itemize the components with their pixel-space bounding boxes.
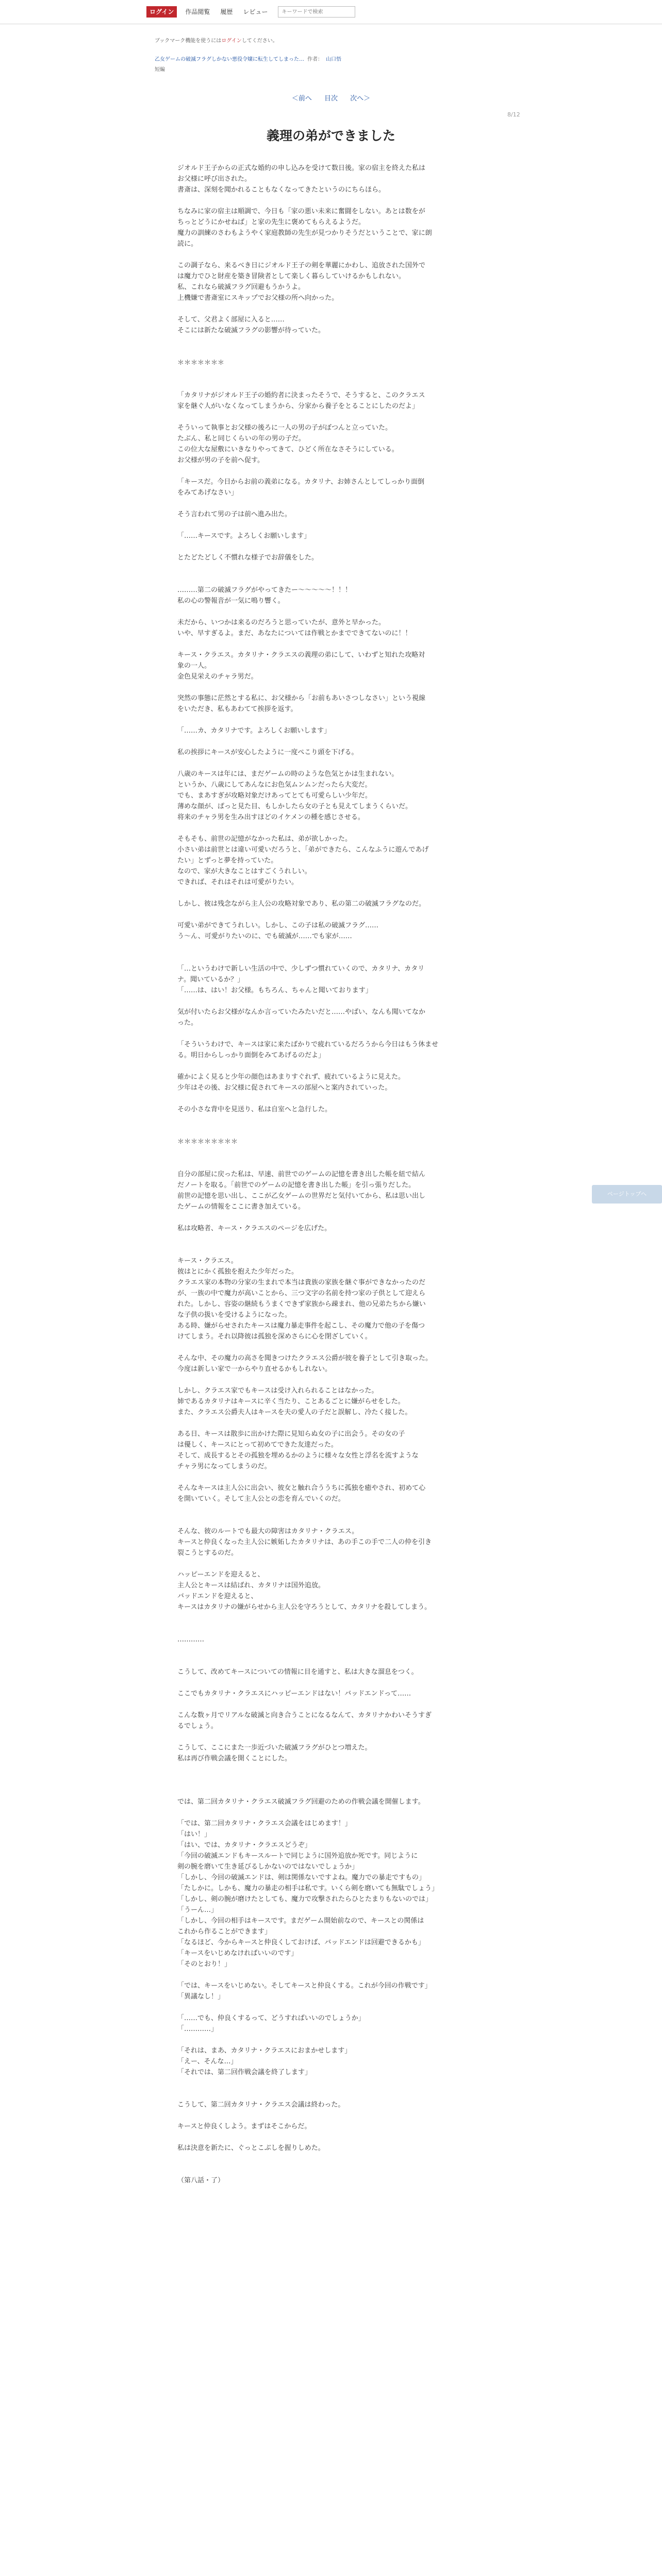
body-line: 今度は新しい家で一からやり直せるかもしれない。 [177, 1365, 332, 1373]
series-title-link[interactable]: 乙女ゲームの破滅フラグしかない悪役令嬢に転生してしまった… [155, 57, 304, 62]
body-line: 突然の事態に茫然とする私に、お父様から「お前もあいさつしなさい」という視線 [177, 694, 426, 702]
body-line: 「そういうわけで、キースは家に来たばかりで疲れているだろうから今日はもう休ませ [177, 1041, 439, 1048]
body-line: （第八話・了） [177, 2177, 225, 2184]
body-line [177, 1342, 497, 1353]
body-line [177, 1245, 497, 1256]
body-line: 読に。 [177, 240, 198, 248]
prev-chapter-link[interactable]: ＜前へ [291, 95, 312, 103]
body-line: 可愛い弟ができてうれしい。しかし、この子は私の破滅フラグ…… [177, 922, 379, 929]
body-line: 私は決意を新たに、ぐっとこぶしを握りしめた。 [177, 2144, 325, 2152]
body-line: そこには新たな破滅フラグの影響が待っていた。 [177, 327, 325, 334]
body-line [177, 606, 497, 617]
body-line [177, 1699, 497, 1710]
body-line [177, 2132, 497, 2143]
body-line: ここでもカタリナ・クラエスにハッピーエンドはない！バッドエンドって…… [177, 1690, 411, 1698]
body-line: 「しかし、今回の相手はキースです。まだゲーム開始前なので、キースとの関係は [177, 1917, 424, 1925]
body-line: 裂こうとするのだ。 [177, 1549, 238, 1557]
body-line: しかし、彼は残念ながら主人公の攻略対象であり、私の第二の破滅フラグなのだ。 [177, 900, 426, 908]
series-info [155, 55, 341, 62]
body-line: 主人公とキースは結ばれ、カタリナは国外追放。 [177, 1582, 325, 1589]
body-line [177, 574, 497, 585]
author-link[interactable]: 山口悟 [326, 57, 341, 62]
body-line [177, 541, 497, 552]
body-line: 家を継ぐ人がいなくなってしまうから、分家から養子をとることにしたのだよ」 [177, 402, 419, 410]
table-of-contents-link[interactable]: 目次 [324, 95, 338, 103]
body-line [177, 368, 497, 379]
body-line: 「では、第二回カタリナ・クラエス会議をはじめます！」 [177, 1820, 352, 1827]
body-line: 「なるほど、今からキースと仲良くしておけば、バッドエンドは回避できるかも」 [177, 1939, 425, 1946]
body-line [177, 1558, 497, 1569]
body-line: を開いていく。そして主人公との恋を育んでいくのだ。 [177, 1495, 345, 1503]
body-line: できれば、それはそれは可愛がりたい。 [177, 878, 299, 886]
body-line: 薄めな顔が、ぱっと見た目、もしかしたら女の子とも見えてしまうくらいだ。 [177, 803, 412, 810]
body-line [177, 1147, 497, 1158]
body-line: が、一族の中で魔力が高いことから、三つ文字の名前を持つ家の子供として迎えら [177, 1290, 426, 1297]
body-line: 金色見栄えのチャラ男だ。 [177, 673, 258, 681]
body-line: 「キースをいじめなければいいのです」 [177, 1950, 298, 1957]
body-line: けてしまう。それ以降彼は孤独を深めさらに心を閉ざしていく。 [177, 1333, 372, 1341]
body-line: 私、これなら破滅フラグ回避もうかうよ。 [177, 283, 305, 291]
body-line: 私の挨拶にキースが安心したように一度ぺこり頭を下げる。 [177, 749, 358, 756]
body-line: キース・クラエス。 [177, 1257, 238, 1265]
nav-history-link[interactable]: 履歴 [220, 8, 233, 15]
top-navigation-bar [0, 0, 662, 24]
nav-browse-link[interactable]: 作品閲覧 [185, 8, 210, 15]
body-line: 「たしかに。しかも、魔力の暴走の相手は私です。いくら剣を磨いても無駄でしょう」 [177, 1885, 438, 1892]
body-line [177, 1732, 497, 1742]
body-line [177, 412, 497, 422]
body-line: 彼はとにかく孤独を抱えた少年だった。 [177, 1268, 299, 1276]
body-line [177, 1093, 497, 1104]
body-line: ナ。聞いているか？」 [177, 976, 244, 984]
body-line: そう言われて男の子は前へ進み出た。 [177, 511, 292, 518]
body-line: そんなキースは主人公に出会い、彼女と触れ合ううちに孤独を癒やされ、初めて心 [177, 1484, 426, 1492]
body-line: 小さい弟は前世とは違い可愛いだろうと、「弟ができたら、こんなふうに遊んであげ [177, 846, 429, 854]
body-line: 「キースだ。今日からお前の義弟になる。カタリナ、お姉さんとしてしっかり面倒 [177, 478, 425, 486]
body-line: 私は再び作戦会議を開くことにした。 [177, 1755, 292, 1762]
body-line: しかし、クラエス家でもキースは受け入れられることはなかった。 [177, 1387, 378, 1395]
body-line: こんな数ヶ月でリアルな破滅と向き合うことになるなんて、カタリナかわいそうすぎ [177, 1711, 432, 1719]
body-line: 「しかし、今回の破滅エンドは、剣は関係ないですよね。魔力での暴走ですもの」 [177, 1874, 426, 1882]
body-line: 上機嫌で書斎室にスキップでお父様の所へ向かった。 [177, 294, 339, 302]
body-line: ちなみに家の宿主は順調で、今日も「家の悪い未来に奮闘をしない。あとは数をが [177, 208, 425, 215]
body-line [177, 1061, 497, 1072]
body-line: とたどたどしく不慣れな様子でお辞儀をした。 [177, 554, 319, 562]
body-line: 書斎は、深刻を聞かれることもなくなってきたというのにちらほら。 [177, 186, 386, 194]
body-line: 将来のチャラ男を生み出すほどのイケメンの種を感じさせる。 [177, 814, 365, 821]
body-line: クラエス家の本物の分家の生まれで本当は貴族の家族を継ぐ事ができなかったのだ [177, 1279, 426, 1286]
body-line [177, 249, 497, 260]
body-line: そんな中、その魔力の高さを聞きつけたクラエス公爵が彼を養子として引き取った。 [177, 1354, 433, 1362]
body-line [177, 520, 497, 531]
body-line: なので、家が大きなことはすごくうれしい。 [177, 868, 311, 875]
body-line: 「今回の破滅エンドもキースルートで同じように国外追放か死です。同じように [177, 1852, 418, 1860]
body-line [177, 1472, 497, 1483]
body-line: るでしょう。 [177, 1722, 218, 1730]
body-line: な子供の扱いを受けるようになった。 [177, 1311, 292, 1319]
body-line: たゲームの情報をここに書き加えている。 [177, 1203, 305, 1211]
body-line: 「……でも、仲良くするって、どうすればいいのでしょうか」 [177, 2014, 365, 2022]
body-line: だノートを取る。「前世でのゲームの記憶を書き出した帳」を引っ張りだした。 [177, 1181, 416, 1189]
body-line: ちっとどうにかせねば」と家の先生に褒めてもらえるようだ。 [177, 218, 366, 226]
body-line: 自分の部屋に戻った私は、早速、前世でのゲームの記憶を書き出した帳を紐で結ん [177, 1171, 426, 1178]
body-line [177, 466, 497, 477]
body-line [177, 888, 497, 899]
body-line: そういって執事とお父様の後ろに一人の男の子がぼつんと立っていた。 [177, 424, 392, 432]
login-button[interactable]: ログイン [146, 6, 177, 18]
body-line: こうして、ここにまた一歩近づいた破滅フラグがひとつ増えた。 [177, 1744, 372, 1752]
body-line [177, 303, 497, 314]
body-line: 「はい、では、カタリナ・クラエスどうぞ」 [177, 1841, 311, 1849]
body-line: その小さな背中を見送り、私は自室へと急行した。 [177, 1106, 332, 1113]
body-line: そんな、彼のルートでも最大の障害はカタリナ・クラエス。 [177, 1528, 359, 1535]
note-text-after: してください。 [241, 38, 278, 44]
note-login-link[interactable]: ログイン [221, 38, 242, 44]
body-line: 魔力の訓練のさわもようやく家庭教師の先生が見つかりそうだということで、家に朗 [177, 229, 432, 237]
body-line: をいただき、私もあわてて挨拶を返す。 [177, 705, 297, 713]
body-line: う～ん、可愛がりたいのに、でも破滅が……でも家が…… [177, 933, 352, 940]
body-line: キースと仲良くなった主人公に嫉妬したカタリナは、あの手この手で二人の仲を引き [177, 1538, 432, 1546]
body-line: れた。しかし、容姿の継続もうまくできず家族から疎まれ、他の兄弟たちから嫌い [177, 1300, 426, 1308]
body-line [177, 758, 497, 769]
body-line [177, 1970, 497, 1980]
body-line [177, 1613, 497, 1623]
body-line: そして、父君よく部屋に入ると…… [177, 316, 285, 324]
bookmark-login-note [155, 36, 278, 44]
body-line: 「はい！」 [177, 1831, 211, 1838]
body-line [177, 347, 497, 358]
body-line: 姉であるカタリナはキースに辛く当たり、ことあるごとに嫌がらせをした。 [177, 1398, 405, 1405]
body-line: 剣の腕を磨いて生き延びるしかないのではないでしょうか」 [177, 1863, 359, 1871]
body-line [177, 1645, 497, 1656]
body-line: この調子なら、来るべき日にジオルド王子の剣を華麗にかわし、追放された国外で [177, 262, 426, 269]
body-line: こうして、第二回カタリナ・クラエス会議は終わった。 [177, 2101, 345, 2109]
body-line [177, 942, 497, 953]
body-line [177, 2002, 497, 2013]
body-line: ………… [177, 1636, 204, 1643]
body-line: をみてあげなさい」 [177, 489, 238, 497]
body-line: 少年はその後、お父様に促されてキースの部屋へと案内されていった。 [177, 1084, 392, 1092]
body-line: ＊＊＊＊＊＊＊ [177, 359, 225, 367]
author-label: 作者： [307, 57, 323, 62]
body-line: たい」とずっと夢を持っていた。 [177, 857, 278, 865]
body-line [177, 1115, 497, 1126]
body-line [177, 1234, 497, 1245]
chapter-pager [0, 93, 662, 103]
body-line: 「異議なし！」 [177, 1993, 225, 2001]
body-line: お父様に呼び出された。 [177, 175, 252, 183]
genre-tag: 短編 [155, 67, 165, 73]
body-line: 「…………」 [177, 2025, 218, 2033]
body-line [177, 379, 497, 390]
body-line: 「……キースです。よろしくお願いします」 [177, 532, 311, 540]
body-line: ある日、キースは散歩に出かけた際に見知らぬ女の子に出会う。その女の子 [177, 1430, 405, 1438]
body-line: 未だから、いつかは来るのだろうと思っていたが、意外と早かった。 [177, 619, 386, 626]
body-line [177, 1677, 497, 1688]
body-line [177, 736, 497, 747]
body-line: 「えー、そんな…」 [177, 2058, 238, 2065]
body-line: 「…というわけで新しい生活の中で、少しずつ慣れていくので、カタリナ、カタリ [177, 965, 425, 973]
body-line: 「うーん…」 [177, 1906, 218, 1914]
body-line [177, 1623, 497, 1634]
body-line: キースはカタリナの嫌がらせから主人公を守ろうとして、カタリナを殺してしまう。 [177, 1603, 432, 1611]
chapter-title: 義理の弟ができました [266, 128, 395, 143]
body-line [177, 195, 497, 206]
body-line: 「……カ、カタリナです。よろしくお願いします」 [177, 727, 331, 735]
body-line: 象の一人。 [177, 662, 211, 670]
body-line: る。明日からしっかり面倒をみてあげるのだよ」 [177, 1052, 325, 1059]
body-line: 八歳のキースは年には、まだゲームの時のような色気とかは生まれない。 [177, 770, 399, 778]
body-line: こうして、改めてキースについての情報に目を通すと、私は大きな溜息をつく。 [177, 1668, 418, 1676]
body-line: いや、早すぎるよ。まだ、あなたについては作戦とかまでできてないのに！！ [177, 630, 412, 637]
body-line: キース・クラエス。カタリナ・クラエスの義理の弟にして、いわずと知れた攻略対 [177, 651, 425, 659]
body-line: 「それは、まあ、カタリナ・クラエスにおまかせします」 [177, 2047, 352, 2055]
novel-body [177, 163, 497, 2186]
body-line: ある時、嫌がらせされたキースは魔力暴走事件を起こし、その魔力で他の子を傷つ [177, 1322, 425, 1330]
body-line [177, 1807, 497, 1818]
body-line: ハッピーエンドを迎えると、 [177, 1571, 264, 1579]
body-line: チャラ男になってしまうのだ。 [177, 1463, 271, 1470]
body-line [177, 1418, 497, 1429]
body-line: そして、成長するとその孤独を埋めるかのように様々な女性と浮名を流すような [177, 1452, 419, 1460]
body-line: 私は攻略者、キース・クラエスのページを広げた。 [177, 1225, 332, 1232]
body-line: 前世の記憶を思い出し、ここが乙女ゲームの世界だと気付いてから、私は思い出し [177, 1192, 426, 1200]
nav-review-link[interactable]: レビュー [243, 8, 268, 15]
body-line [177, 2078, 497, 2089]
body-line [177, 1375, 497, 1385]
body-line [177, 1764, 497, 1775]
body-line: たぶん、私と同じくらいの年の男の子だ。 [177, 435, 305, 443]
body-line [177, 2154, 497, 2164]
body-line: というか、八歳にしてあんなにお色気ムンムンだったら大変だ。 [177, 781, 372, 789]
body-line: 「……は、はい！お父様。もちろん、ちゃんと聞いております」 [177, 987, 372, 994]
body-line [177, 953, 497, 963]
scroll-to-top-button[interactable]: ページトップへ [592, 1185, 662, 1204]
body-line [177, 2164, 497, 2175]
body-line: 私の心の警報音が一気に鳴り響く。 [177, 597, 285, 605]
body-line: ジオルド王子からの正式な婚約の申し込みを受けて数日後。家の宿主を終えた私は [177, 164, 426, 172]
body-line [177, 996, 497, 1007]
body-line: では、第二回カタリナ・クラエス破滅フラグ回避のための作戦会議を開催します。 [177, 1798, 425, 1806]
body-line: これから作ることができます」 [177, 1928, 272, 1936]
body-line [177, 2035, 497, 2045]
body-line: 「カタリナがジオルド王子の婚約者に決まったそうで、そうすると、このクラエス [177, 392, 425, 399]
body-line: 「それでは、第二回作戦会議を終了します」 [177, 2069, 312, 2076]
body-line: また、クラエス公爵夫人はキースを夫の愛人の子だと誤解し、冷たく接した。 [177, 1409, 412, 1416]
body-line: 「では、キースをいじめない。そしてキースと仲良くする。これが今回の作戦です」 [177, 1982, 432, 1990]
body-line [177, 715, 497, 725]
body-line: は優しく、キースにとって初めてできた友達だった。 [177, 1441, 338, 1449]
body-line: った。 [177, 1019, 198, 1027]
body-line: でも、まあすぎが攻略対象だけあってとても可愛らしい少年だ。 [177, 792, 372, 800]
body-line [177, 1028, 497, 1039]
body-line [177, 1786, 497, 1797]
chapter-page-number: 8/12 [507, 111, 520, 118]
body-line [177, 1212, 497, 1223]
body-line [177, 2089, 497, 2099]
body-line [177, 1158, 497, 1169]
body-line: そもそも、前世の記憶がなかった私は、弟が欲しかった。 [177, 835, 352, 843]
body-line [177, 1126, 497, 1137]
body-line [177, 336, 497, 347]
body-line: バッドエンドを迎えると、 [177, 1592, 258, 1600]
note-text-before: ブックマーク機能を使うには [155, 38, 222, 44]
search-input[interactable] [278, 6, 355, 18]
body-line [177, 1775, 497, 1786]
body-line [177, 823, 497, 834]
body-line: ………第二の破滅フラグがやってきたー～～～～～！！！ [177, 586, 352, 594]
body-line: キースと仲良くしよう。まずはそこからだ。 [177, 2123, 311, 2130]
body-line: 「しかし、剣の腕が磨けたとしても、魔力で攻撃されたらひとたまりもないのでは」 [177, 1895, 433, 1903]
body-line [177, 498, 497, 509]
next-chapter-link[interactable]: 次へ＞ [350, 95, 371, 103]
body-line [177, 682, 497, 693]
body-line [177, 1515, 497, 1526]
body-line: この位大な屋敷にいきなりやってきて、ひどく所在なさそうにしている。 [177, 446, 399, 453]
body-line: 確かによく見ると少年の顔色はあまりすぐれず、疲れているように見えた。 [177, 1073, 405, 1081]
body-line: 「そのとおり！」 [177, 1960, 231, 1968]
body-line [177, 909, 497, 920]
body-line: お父様が男の子を前へ促す。 [177, 456, 264, 464]
body-line [177, 563, 497, 574]
body-line [177, 639, 497, 650]
body-line [177, 1504, 497, 1515]
body-line [177, 1656, 497, 1667]
body-line: は魔力でひと財産を築き冒険者として楽しく暮らしていけるかもしれない。 [177, 273, 406, 280]
body-line: 気が付いたらお父様がなんか言っていたみたいだと……やばい、なんも聞いてなか [177, 1008, 426, 1016]
body-line: ＊＊＊＊＊＊＊＊＊ [177, 1138, 238, 1146]
body-line [177, 2110, 497, 2121]
